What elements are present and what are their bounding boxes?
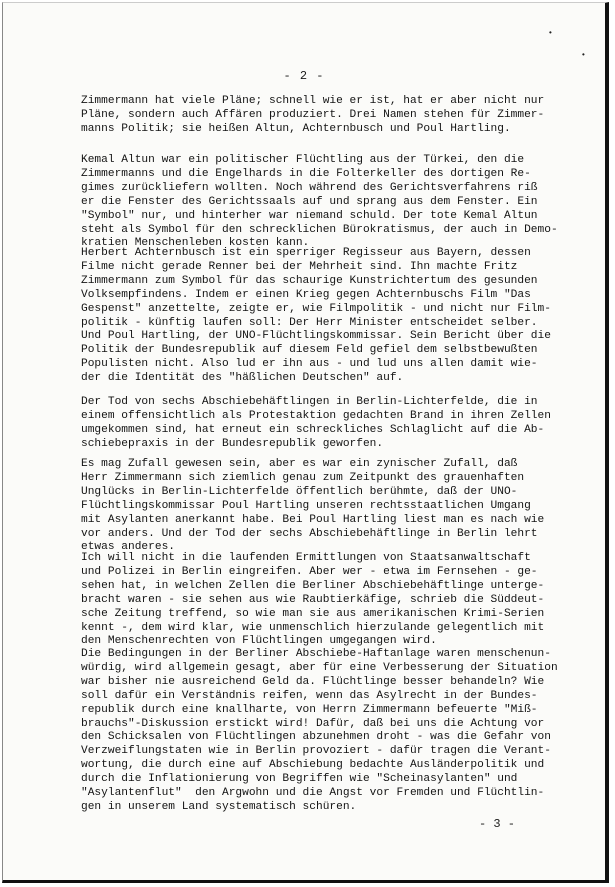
text-line: der die Identität des "häßlichen Deutschen" auf.	[81, 371, 404, 384]
text-line: durch die Inflationierung von Begriffen wie "Scheinasylanten" und	[81, 773, 518, 786]
text-line: vor anders. Und der Tod der sechs Abschiebehäftlinge in Berlin lehrt	[81, 527, 538, 540]
text-line: steht als Symbol für den schrecklichen Bürokratismus, der auch in Demo-	[81, 223, 558, 236]
text-line: mit Asylanten anerkannt habe. Bei Poul Hartling liest man es nach wie	[81, 513, 545, 526]
text-line: gimes zurückliefern wollten. Noch während des Gerichtsverfahrens riß	[81, 181, 538, 194]
text-line: Zimmermann zum Symbol für das schaurige Kunstrichtertum des gesunden	[81, 274, 538, 287]
paragraph	[81, 396, 571, 452]
text-line: kratien Menschenleben kosten kann.	[81, 237, 310, 250]
text-line: Verzweiflungstaten wie in Berlin provoziert - dafür tragen die Verant-	[81, 745, 551, 758]
text-line: Der Tod von sechs Abschiebehäftlingen in Berlin-Lichterfelde, die in	[81, 396, 538, 408]
text-line: wortung, die durch eine auf Abschiebung bedachte Ausländerpolitik und	[81, 759, 545, 772]
text-line: politik - künftig laufen soll: Der Herr Minister entscheidet selber.	[81, 316, 538, 329]
text-line: Zimmermanns und die Engelhards in die Folterkeller des dortigen Re-	[81, 167, 531, 180]
text-line: Herr Zimmermann sich ziemlich genau zum Zeitpunkt des grauenhaften	[81, 471, 525, 484]
text-line: Es mag Zufall gewesen sein, aber es war ein zynischer Zufall, daß	[81, 458, 518, 470]
text-line: war bisher nie ausreichend Geld da. Flüchtlinge besser behandeln? Wie	[81, 675, 545, 688]
text-line: sehen hat, in welchen Zellen die Berliner Abschiebehäftlinge unterge-	[81, 579, 545, 592]
text-line: Herbert Achternbusch ist ein sperriger Regisseur aus Bayern, dessen	[81, 247, 531, 259]
text-line: bracht waren - sie sehen aus wie Raubtierkäfige, schrieb die Süddeut-	[81, 593, 545, 606]
text-line: brauchs"-Diskussion erstickt wird! Dafür, daß bei uns die Achtung vor	[81, 717, 545, 730]
text-line: Gespenst" anzettelte, zeigte er, wie Filmpolitik - und nicht nur Film-	[81, 302, 551, 315]
text-line: Flüchtlingskommissar Poul Hartling unseren rechtsstaatlichen Umgang	[81, 499, 531, 512]
text-line: manns Politik; sie heißen Altun, Achternbusch und Poul Hartling.	[81, 122, 511, 135]
scan-speck: •	[581, 51, 586, 60]
scan-speck: •	[548, 29, 553, 38]
text-line: umgekommen sind, hat erneut ein schreckliches Schlaglicht auf die Ab-	[81, 423, 545, 436]
paragraph	[81, 247, 571, 330]
text-line: etwas anderes.	[81, 541, 175, 554]
text-line: den Menschenrechten von Flüchtlingen umgegangen wird.	[81, 635, 437, 648]
text-line: gen in unserem Land systematisch schüren.	[81, 800, 357, 813]
text-line: Pläne, sondern auch Affären produziert. Drei Namen stehen für Zimmer-	[81, 108, 545, 121]
text-line: Kemal Altun war ein politischer Flüchtling aus der Türkei, den die	[81, 154, 525, 166]
paragraph	[81, 95, 571, 137]
text-line: und Polizei in Berlin eingreifen. Aber wer - etwa im Fernsehen - ge-	[81, 565, 538, 578]
text-line: Filme nicht gerade Renner bei der Mehrheit sind. Ihn machte Fritz	[81, 260, 518, 273]
text-line: soll dafür ein Verständnis reifen, wenn das Asylrecht in der Bundes-	[81, 689, 538, 702]
paragraph	[81, 552, 571, 649]
text-line: "Symbol" nur, und hinterher war niemand schuld. Der tote Kemal Altun	[81, 209, 538, 222]
text-line: Ich will nicht in die laufenden Ermittlungen von Staatsanwaltschaft	[81, 552, 531, 564]
text-line: würdig, wird allgemein gesagt, aber für eine Verbesserung der Situation	[81, 661, 558, 674]
text-line: Populisten nicht. Also lud er ihn aus - und lud uns allen damit wie-	[81, 357, 538, 370]
paragraph	[81, 154, 571, 251]
text-line: den Schicksalen von Flüchtlingen abzunehmen droht - was die Gefahr von	[81, 731, 551, 744]
text-line: Politik der Bundesrepublik auf diesem Feld gefiel dem selbstbewußten	[81, 343, 538, 356]
text-line: sche Zeitung treffend, so wie man sie aus amerikanischen Krimi-Serien	[81, 607, 545, 620]
text-line: kennt -, dem wird klar, wie unmenschlich hierzulande gelegentlich mit	[81, 621, 545, 634]
paragraph	[81, 648, 571, 815]
page-number: - 2 -	[283, 69, 325, 83]
text-line: Und Poul Hartling, der UNO-Flüchtlingskommissar. Sein Bericht über die	[81, 330, 551, 342]
next-page-marker: - 3 -	[478, 817, 515, 831]
text-line: Die Bedingungen in der Berliner Abschiebe-Haftanlage waren menschenun-	[81, 648, 551, 660]
text-line: "Asylantenflut" den Argwohn und die Angst vor Fremden und Flüchtlin-	[81, 787, 545, 800]
text-line: republik durch eine knallharte, von Herrn Zimmermann befeuerte "Miß-	[81, 703, 538, 716]
text-line: Volksempfindens. Indem er einen Krieg gegen Achternbuschs Film "Das	[81, 288, 531, 301]
text-line: Zimmermann hat viele Pläne; schnell wie er ist, hat er aber nicht nur	[81, 95, 545, 107]
paragraph	[81, 458, 571, 555]
document-page	[2, 2, 609, 883]
text-line: Unglücks in Berlin-Lichterfelde öffentlich berühmte, daß der UNO-	[81, 485, 518, 498]
text-line: einem offensichtlich als Protestaktion gedachten Brand in ihren Zellen	[81, 409, 551, 422]
paragraph	[81, 330, 571, 386]
text-line: schiebepraxis in der Bundesrepublik geworfen.	[81, 437, 384, 450]
text-line: er die Fenster des Gerichtssaals auf und sprang aus dem Fenster. Ein	[81, 195, 538, 208]
